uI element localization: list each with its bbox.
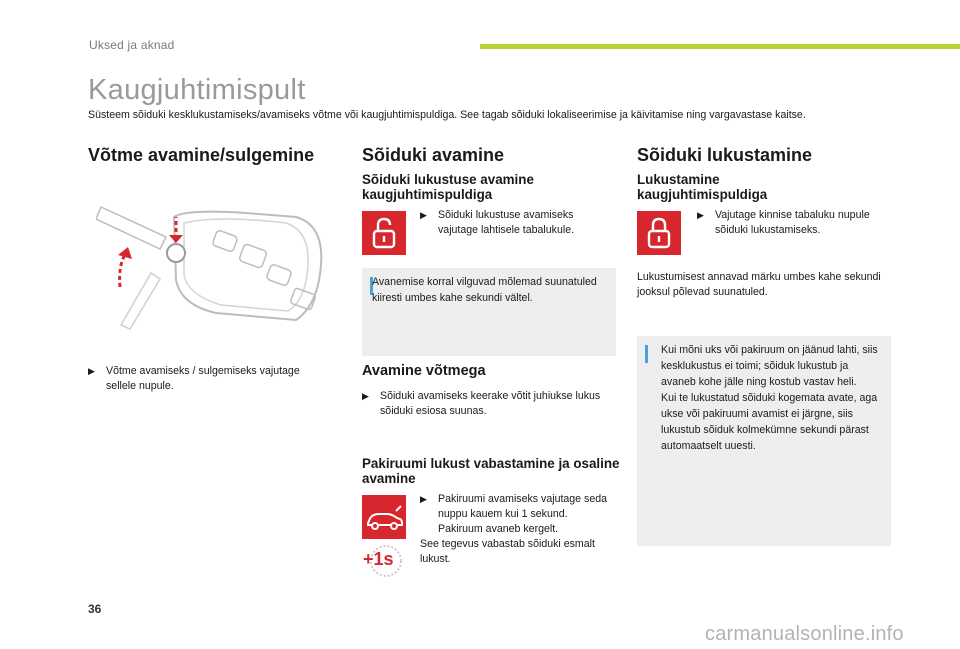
lock-icon	[637, 211, 681, 255]
unlock-icon	[362, 211, 406, 255]
timer-badge	[362, 544, 406, 578]
bullet-icon: ▶	[697, 210, 704, 220]
col2-sub2-bullet-text: Sõiduki avamiseks keerake võtit juhiukse lukus sõiduki esiosa suunas.	[380, 390, 601, 417]
bullet-icon: ▶	[362, 391, 369, 401]
col2-sub2-title: Avamine võtmega	[362, 363, 486, 379]
col1-bullet	[88, 364, 328, 394]
watermark: carmanualsonline.info	[705, 623, 904, 645]
col2-note	[362, 268, 616, 356]
bullet-icon: ▶	[420, 494, 427, 504]
col2-sub3-line2: Pakiruum avaneb kergelt.	[438, 523, 559, 535]
col3-sub1-title: Lukustamine kaugjuhtimispuldiga	[637, 172, 768, 202]
col2-sub3-line3: See tegevus vabastab sõiduki esmalt lukust.	[420, 538, 595, 565]
col2-note-text: Avanemise korral vilguvad mõlemad suunatuled kiiresti umbes kahe sekundi vältel.	[372, 276, 597, 304]
intro-text: Süsteem sõiduki kesklukustamiseks/avamiseks võtme või kaugjuhtimispuldiga. See tagab sõiduki lokaliseerimise ja käivitamise ning vargavastase kaitse.	[88, 109, 806, 121]
col2-sub3-title: Pakiruumi lukust vabastamine ja osaline avamine	[362, 456, 620, 486]
col2-sub1-title: Sõiduki lukustuse avamine kaugjuhtimispuldiga	[362, 172, 534, 202]
col2-sub3-text	[420, 492, 616, 567]
col1-bullet-text: Võtme avamiseks / sulgemiseks vajutage sellele nupule.	[106, 365, 300, 392]
col3-sub1-bullet-text: Vajutage kinnise tabaluku nupule sõiduki lukustamiseks.	[715, 209, 870, 236]
col2-sub1-bullet-text: Sõiduki lukustuse avamiseks vajutage lahtisele tabalukule.	[438, 209, 575, 236]
info-marker	[645, 345, 648, 363]
key-fob-illustration	[96, 195, 331, 335]
col3-para: Lukustumisest annavad märku umbes kahe sekundi jooksul põlevad suunatuled.	[637, 271, 881, 298]
col3-note-text: Kui mõni uks või pakiruum on jäänud lahti, siis kesklukustus ei toimi; sõiduk lukustub ja avaneb kohe jälle ning kostub vastav heli. Kui te lukustatud sõiduki kogemata avate, aga ukse või pakiruumi avamist ei järgne, siis lukustub sõiduk kolmekümne sekundi pärast automaatselt uuesti.	[661, 344, 878, 452]
col3-heading: Sõiduki lukustamine	[637, 145, 813, 165]
col2-heading: Sõiduki avamine	[362, 145, 505, 165]
bullet-icon: ▶	[420, 210, 427, 220]
car-trunk-icon	[362, 495, 406, 539]
timer-label: +1s	[363, 549, 394, 569]
header-accent-bar	[480, 44, 960, 49]
bullet-icon: ▶	[88, 366, 95, 376]
page-title: Kaugjuhtimispult	[88, 74, 306, 106]
col3-note	[637, 336, 891, 546]
col3-sub1-bullet	[697, 208, 893, 238]
section-label: Uksed ja aknad	[89, 38, 175, 52]
key-fob-icon	[96, 195, 331, 335]
col2-sub1-bullet	[420, 208, 600, 238]
col1-heading: Võtme avamine/sulgemine	[88, 145, 315, 165]
page-number: 36	[88, 602, 102, 616]
col2-sub3-bullet-text: Pakiruumi avamiseks vajutage seda nuppu kauem kui 1 sekund.	[438, 493, 607, 520]
col2-sub2-bullet	[362, 389, 612, 419]
